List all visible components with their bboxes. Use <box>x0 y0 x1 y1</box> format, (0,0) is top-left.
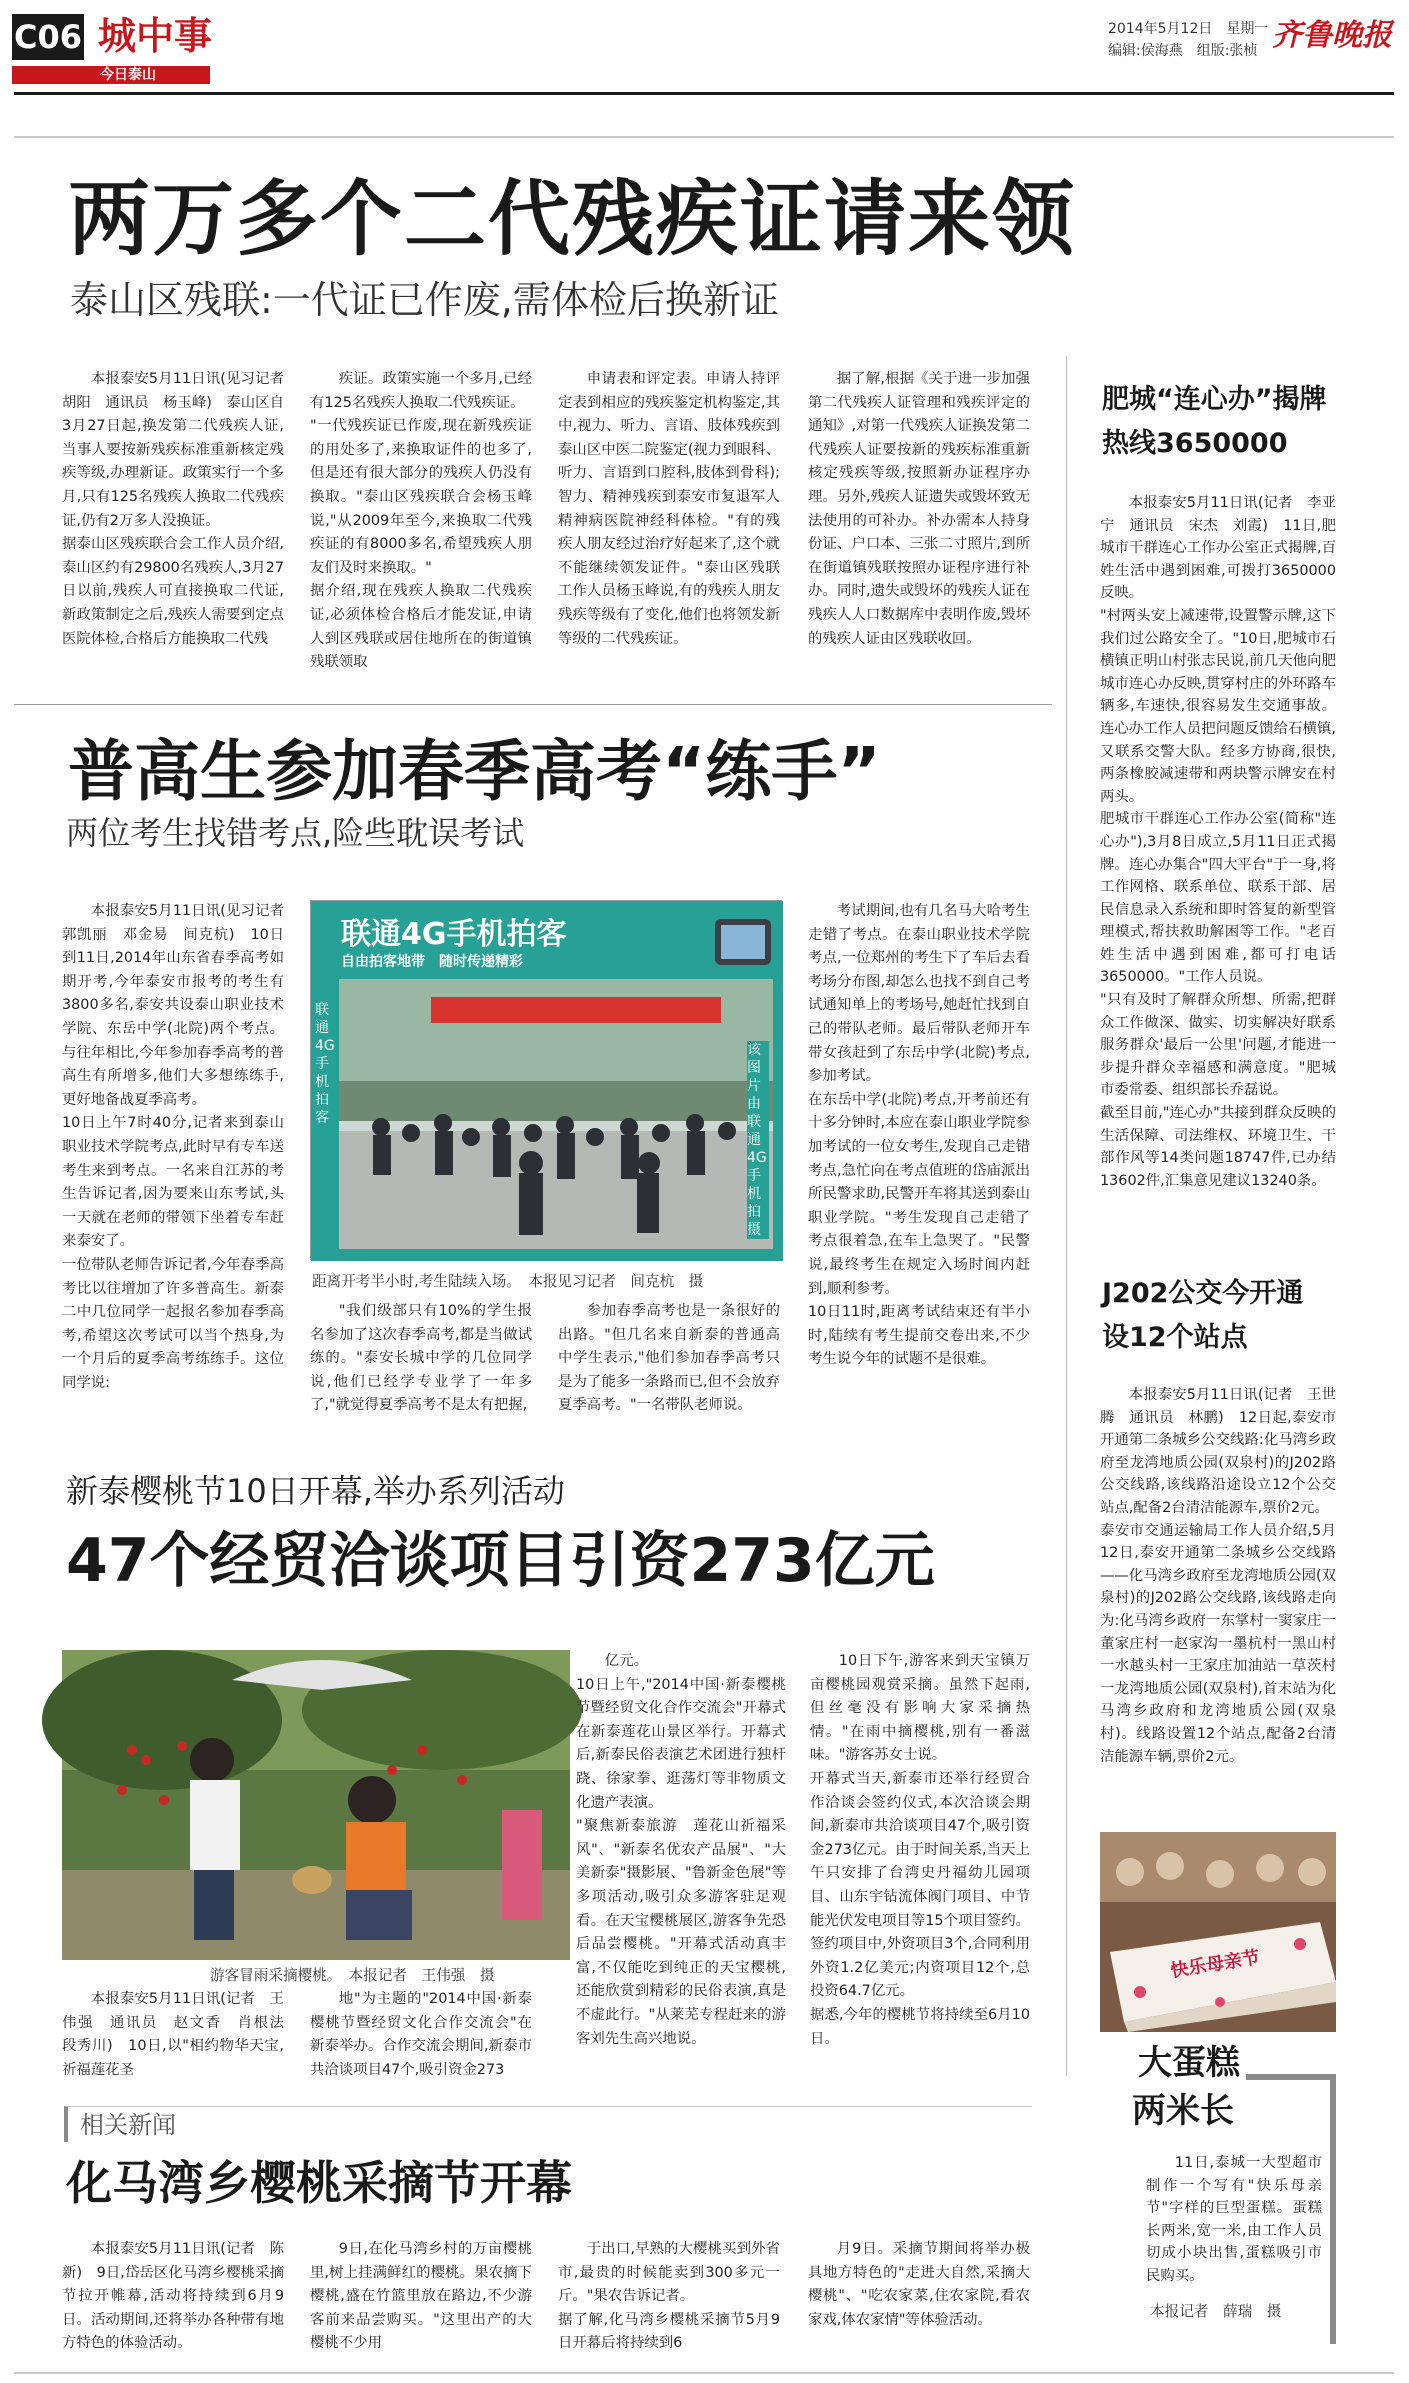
cherry-photo-image <box>62 1650 570 1960</box>
sidebar3-title-line1: 大蛋糕 <box>1132 2040 1246 2086</box>
sidebar1-title-line1: 肥城“连心办”揭牌 <box>1102 384 1327 415</box>
masthead <box>0 0 1409 95</box>
masthead-rule <box>14 92 1394 95</box>
article2-col1: 本报泰安5月11日讯(见习记者 郭凯丽 邓金易 间克杭) 10日到11日,2014年山东省春季高考如期开考,今年泰安市报考的考生有3800多名,泰安共设泰山职业技术学院、东岳中学(北院)两个考点。与往年相比,今年参加春季高考的普高生有所增多,他们大多想练练手,更好地备战夏季高考。 10日上午7时40分,记者来到泰山职业技术学院考点,此时早有专车送考生来到考点。一名来自江苏的考生告诉记者,因为要来山东考试,头一天就在老师的带领下坐着专车赶来泰安了。 一位带队老师告诉记者,今年春季高考比以往增加了许多普高生。新泰二中几位同学一起报名参加春季高考,希望这次考试可以当个热身,为一个月后的夏季高考练练手。这位同学说: <box>62 903 284 1391</box>
date-line: 2014年5月12日 星期一 <box>1108 21 1269 37</box>
article1-headline: 两万多个二代残疾证请来领 <box>68 172 1077 267</box>
exam-photo <box>310 900 782 1260</box>
related-news-box <box>64 2106 1032 2142</box>
sidebar3-credit: 本报记者 薛瑞 摄 <box>1150 2303 1282 2320</box>
article3-col1: 本报泰安5月11日讯(记者 王伟强 通讯员 赵文香 肖根法 段秀川) 10日,以"相约物华天宝,祈福莲花圣 <box>62 1991 299 2078</box>
footer-rule <box>14 2372 1394 2374</box>
sidebar2-body: 本报泰安5月11日讯(记者 王世腾 通讯员 林鹏) 12日起,泰安市开通第二条城乡公交线路:化马湾乡政府至龙湾地质公园(双泉村)的J202路公交线路,该线路沿途设立12个公交站点,配备2台清洁能源车,票价2元。 泰安市交通运输局工作人员介绍,5月12日,泰安开通第二条城乡公交线路——化马湾乡政府至龙湾地质公园(双泉村)的J202路公交线路,该线路走向为:化马湾乡政府一东掌村一窦家庄一董家庄村一赵家沟一墨杭村一黑山村一水越头村一王家庄加油站一草茨村一龙湾地质公园(双泉村),首末站为化马湾乡政府和龙湾地质公园(双泉村)。线路设置12个站点,配备2台清洁能源车辆,票价2元。 <box>1100 1387 1336 1765</box>
subsection-label: 今日泰山 <box>100 67 156 83</box>
article2-col4: 考试期间,也有几名马大哈考生走错了考点。在泰山职业技术学院考点,一位郑州的考生下了车后去看考场分布图,却怎么也找不到自己考试通知单上的考场号,她赶忙找到自己的带队老师。最后带队老师开车带女孩赶到了东岳中学(北院)考点,参加考试。 在东岳中学(北院)考点,开考前还有十多分钟时,本应在泰山职业学院参加考试的一位女考生,发现自己走错考点,急忙向在考点值班的岱庙派出所民警求助,民警开车将其送到泰山职业学院。"考生发现自己走错了考点很着急,在车上急哭了。"民警说,最终考生在规定入场时间内赶到,顺利参考。 10日11时,距离考试结束还有半小时,陆续有考生提前交卷出来,不少考生说今年的试题不是很难。 <box>808 903 1030 1368</box>
editor-line: 编辑:侯海燕 组版:张桢 <box>1108 43 1258 59</box>
cake-photo-image <box>1100 1832 1336 2032</box>
article1-col1: 本报泰安5月11日讯(见习记者 胡阳 通讯员 杨玉峰) 泰山区自3月27日起,换发第二代残疾人证,当事人要按新残疾标准重新核定残疾等级,办理新证。政策实行一个多月,只有125名残疾人换取二代残疾证,仍有2万多人没换证。 据泰山区残疾联合会工作人员介绍,泰山区约有29800名残疾人,3月27日以前,残疾人可直接换取二代证,新政策制定之后,残疾人需要到定点医院体检,合格后方能换取二代残 <box>62 371 284 647</box>
exam-photo-caption: 距离开考半小时,考生陆续入场。 本报见习记者 间克杭 摄 <box>312 1273 704 1290</box>
cherry-photo <box>62 1650 570 1960</box>
article3-col3: 亿元。 10日上午,"2014中国·新泰樱桃节暨经贸文化合作交流会"开幕式在新泰莲花山景区举行。开幕式后,新泰民俗表演艺术团进行独杆跷、徐家拳、逛荡灯等非物质文化遗产表演。 "聚焦新泰旅游 莲花山祈福采风"、"新泰名优农产品展"、"大美新泰"摄影展、"鲁新金色展"等多项活动,吸引众多游客驻足观看。在天宝樱桃展区,游客争先恐后品尝樱桃。"开幕式活动真丰富,不仅能吃到纯正的天宝樱桃,还能欣赏到精彩的民俗表演,真是不虚此行。"从莱芜专程赶来的游客刘先生高兴地说。 <box>576 1653 786 2047</box>
cake-inscription: 快乐母亲节 <box>1169 1947 1262 1982</box>
sidebar1-title-line2: 热线3650000 <box>1102 428 1288 459</box>
sidebar3-body: 11日,泰城一大型超市制作一个写有"快乐母亲节"字样的巨型蛋糕。蛋糕长两米,宽一米,由工作人员切成小块出售,蛋糕吸引市民购买。 <box>1146 2155 1322 2284</box>
article2-col3-bottom: 参加春季高考也是一条很好的出路。"但几名来自新泰的普通高中学生表示,"他们参加春季高考只是为了能多一条路而已,但不会放弃夏季高考。"一名带队老师说。 <box>558 1303 780 1414</box>
article3-col2: 地"为主题的"2014中国·新泰樱桃节暨经贸文化合作交流会"在新泰举办。合作交流会期间,新泰市共洽谈项目47个,吸引资金273 <box>310 1991 532 2078</box>
cherry-photo-caption: 游客冒雨采摘樱桃。 本报记者 王伟强 摄 <box>210 1967 495 1984</box>
cake-photo <box>1100 1832 1336 2032</box>
sidebar3-title-line2: 两米长 <box>1132 2091 1234 2131</box>
article2-col2-bottom: "我们级部只有10%的学生报名参加了这次春季高考,都是当做试练的。"泰安长城中学的几位同学说,他们已经学专业学了一年多了,"就觉得夏季高考不是太有把握, <box>310 1303 532 1414</box>
article3-kicker: 新泰樱桃节10日开幕,举办系列活动 <box>66 1472 565 1510</box>
ad-banner-title: 联通4G手机拍客 <box>341 917 567 952</box>
sidebar2-title-line2: 设12个站点 <box>1102 1322 1248 1353</box>
article2-subtitle: 两位考生找错考点,险些耽误考试 <box>66 814 525 852</box>
ad-side-label-right: 该图片由联通4G手机拍摄 <box>747 1041 769 1239</box>
sidebar-rule <box>1066 356 1067 2076</box>
article4-col4: 月9日。采摘节期间将举办极具地方特色的"走进大自然,采摘大樱桃"、"吃农家菜,住农家院,看农家戏,体农家情"等体验活动。 <box>808 2241 1030 2328</box>
related-news-label: 相关新闻 <box>80 2111 176 2139</box>
section-title: 城中事 <box>98 14 213 58</box>
ad-banner-subtitle: 自由拍客地带 随时传递精彩 <box>341 954 523 970</box>
divider <box>14 704 1052 705</box>
article2-headline: 普高生参加春季高考“练手” <box>68 733 881 810</box>
article3-headline: 47个经贸洽谈项目引资273亿元 <box>66 1526 935 1596</box>
sidebar2-title-line1: J202公交今开通 <box>1102 1278 1304 1309</box>
article1-subtitle: 泰山区残联:一代证已作废,需体检后换新证 <box>70 278 779 322</box>
article1-col2: 疾证。政策实施一个多月,已经有125名残疾人换取二代残疾证。 "一代残疾证已作废,现在新残疾证的用处多了,来换取证件的也多了,但是还有很大部分的残疾人仍没有换取。"泰山区残疾联合会杨玉峰说,"从2009年至今,来换取二代残疾证的有8000多名,希望残疾人朋友们及时来换取。" 据介绍,现在残疾人换取二代残疾证,必须体检合格后才能发证,申请人到区残联或居住地所在的街道镇残联领取 <box>310 371 532 671</box>
divider <box>14 136 1394 138</box>
newspaper-logo: 齐鲁晚报 <box>1272 18 1392 53</box>
sidebar1-body: 本报泰安5月11日讯(记者 李亚宁 通讯员 宋杰 刘霞) 11日,肥城市干群连心工作办公室正式揭牌,百姓生活中遇到困难,可拨打3650000反映。 "村两头安上减速带,设置警示牌,这下我们过公路安全了。"10日,肥城市石横镇正明山村张志民说,前几天他向肥城市连心办反映,贯穿村庄的外环路车辆多,车速快,很容易发生交通事故。连心办工作人员把问题反馈给石横镇,又联系交警大队。经多方协商,很快,两条橡胶减速带和两块警示牌安在村两头。 肥城市干群连心工作办公室(简称"连心办"),3月8日成立,5月11日正式揭牌。连心办集合"四大平台"于一身,将工作网格、联系单位、联系干部、居民信息录入系统和即时答复的新型管理模式,帮扶救助解困等工作。"老百姓生活中遇到困难,都可打电话3650000。"工作人员说。 "只有及时了解群众所想、所需,把群众工作做深、做实、切实解决好联系服务群众'最后一公里'问题,才能进一步提升群众幸福感和满意度。"肥城市委常委、组织部长乔磊说。 截至目前,"连心办"共接到群众反映的生活保障、司法维权、环境卫生、干部作风等14类问题18747件,已办结13602件,汇集意见建议13240条。 <box>1100 495 1336 1189</box>
article4-headline: 化马湾乡樱桃采摘节开幕 <box>66 2156 572 2210</box>
article4-col3: 于出口,早熟的大樱桃买到外省市,最贵的时候能卖到300多元一斤。"果农告诉记者。 据了解,化马湾乡樱桃采摘节5月9日开幕后将持续到6 <box>558 2241 780 2352</box>
article1-col3: 申请表和评定表。申请人持评定表到相应的残疾鉴定机构鉴定,其中,视力、听力、言语、肢体残疾到泰山区中医二院鉴定(视力到眼科、听力、言语到口腔科,肢体到骨科);智力、精神残疾到泰安市复退军人精神病医院神经科体检。"有的残疾人朋友经过治疗好起来了,这个就不能继续领发证件。"泰山区残联工作人员杨玉峰说,有的残疾人朋友残疾等级有了变化,他们也将领发新等级的二代残疾证。 <box>558 371 780 647</box>
page-number: C06 <box>12 14 84 60</box>
article3-col4: 10日下午,游客来到天宝镇万亩樱桃园观赏采摘。虽然下起雨,但丝毫没有影响大家采摘热情。"在雨中摘樱桃,别有一番滋味。"游客苏女士说。 开幕式当天,新泰市还举行经贸合作洽谈会签约仪式,本次洽谈会期间,新泰市共洽谈项目47个,吸引资金273亿元。由于时间关系,当天上午只安排了台湾史丹福幼儿园项目、山东宇钻流体阀门项目、中节能光伏发电项目等15个项目签约。签约项目中,外资项目3个,合同利用外资1.2亿美元;内资项目12个,总投资64.7亿元。 据悉,今年的樱桃节将持续至6月10日。 <box>810 1653 1030 2047</box>
cake-frame-side <box>1330 2074 1336 2344</box>
article1-col4: 据了解,根据《关于进一步加强第二代残疾人证管理和残疾评定的通知》,对第一代残疾人证换发第二代残疾人证要按新的残疾标准重新核定残疾等级,按照新办证程序办理。另外,残疾人证遗失或毁坏致无法使用的可补办。补办需本人持身份证、户口本、三张二寸照片,到所在街道镇残联按照办证程序进行补办。同时,遗失或毁坏的残疾人证在残疾人人口数据库中表明作废,毁坏的残疾人证由区残联收回。 <box>808 371 1030 647</box>
ad-side-label-left: 联通4G手机拍客 <box>315 1002 335 1126</box>
article4-col1: 本报泰安5月11日讯(记者 陈新) 9日,岱岳区化马湾乡樱桃采摘节拉开帷幕,活动将持续到6月9日。活动期间,还将举办各种带有地方特色的体验活动。 <box>62 2241 284 2352</box>
article4-col2: 9日,在化马湾乡村的万亩樱桃里,树上挂满鲜红的樱桃。果农摘下樱桃,盛在竹篮里放在路边,不少游客前来品尝购买。"这里出产的大樱桃不少用 <box>310 2241 532 2352</box>
